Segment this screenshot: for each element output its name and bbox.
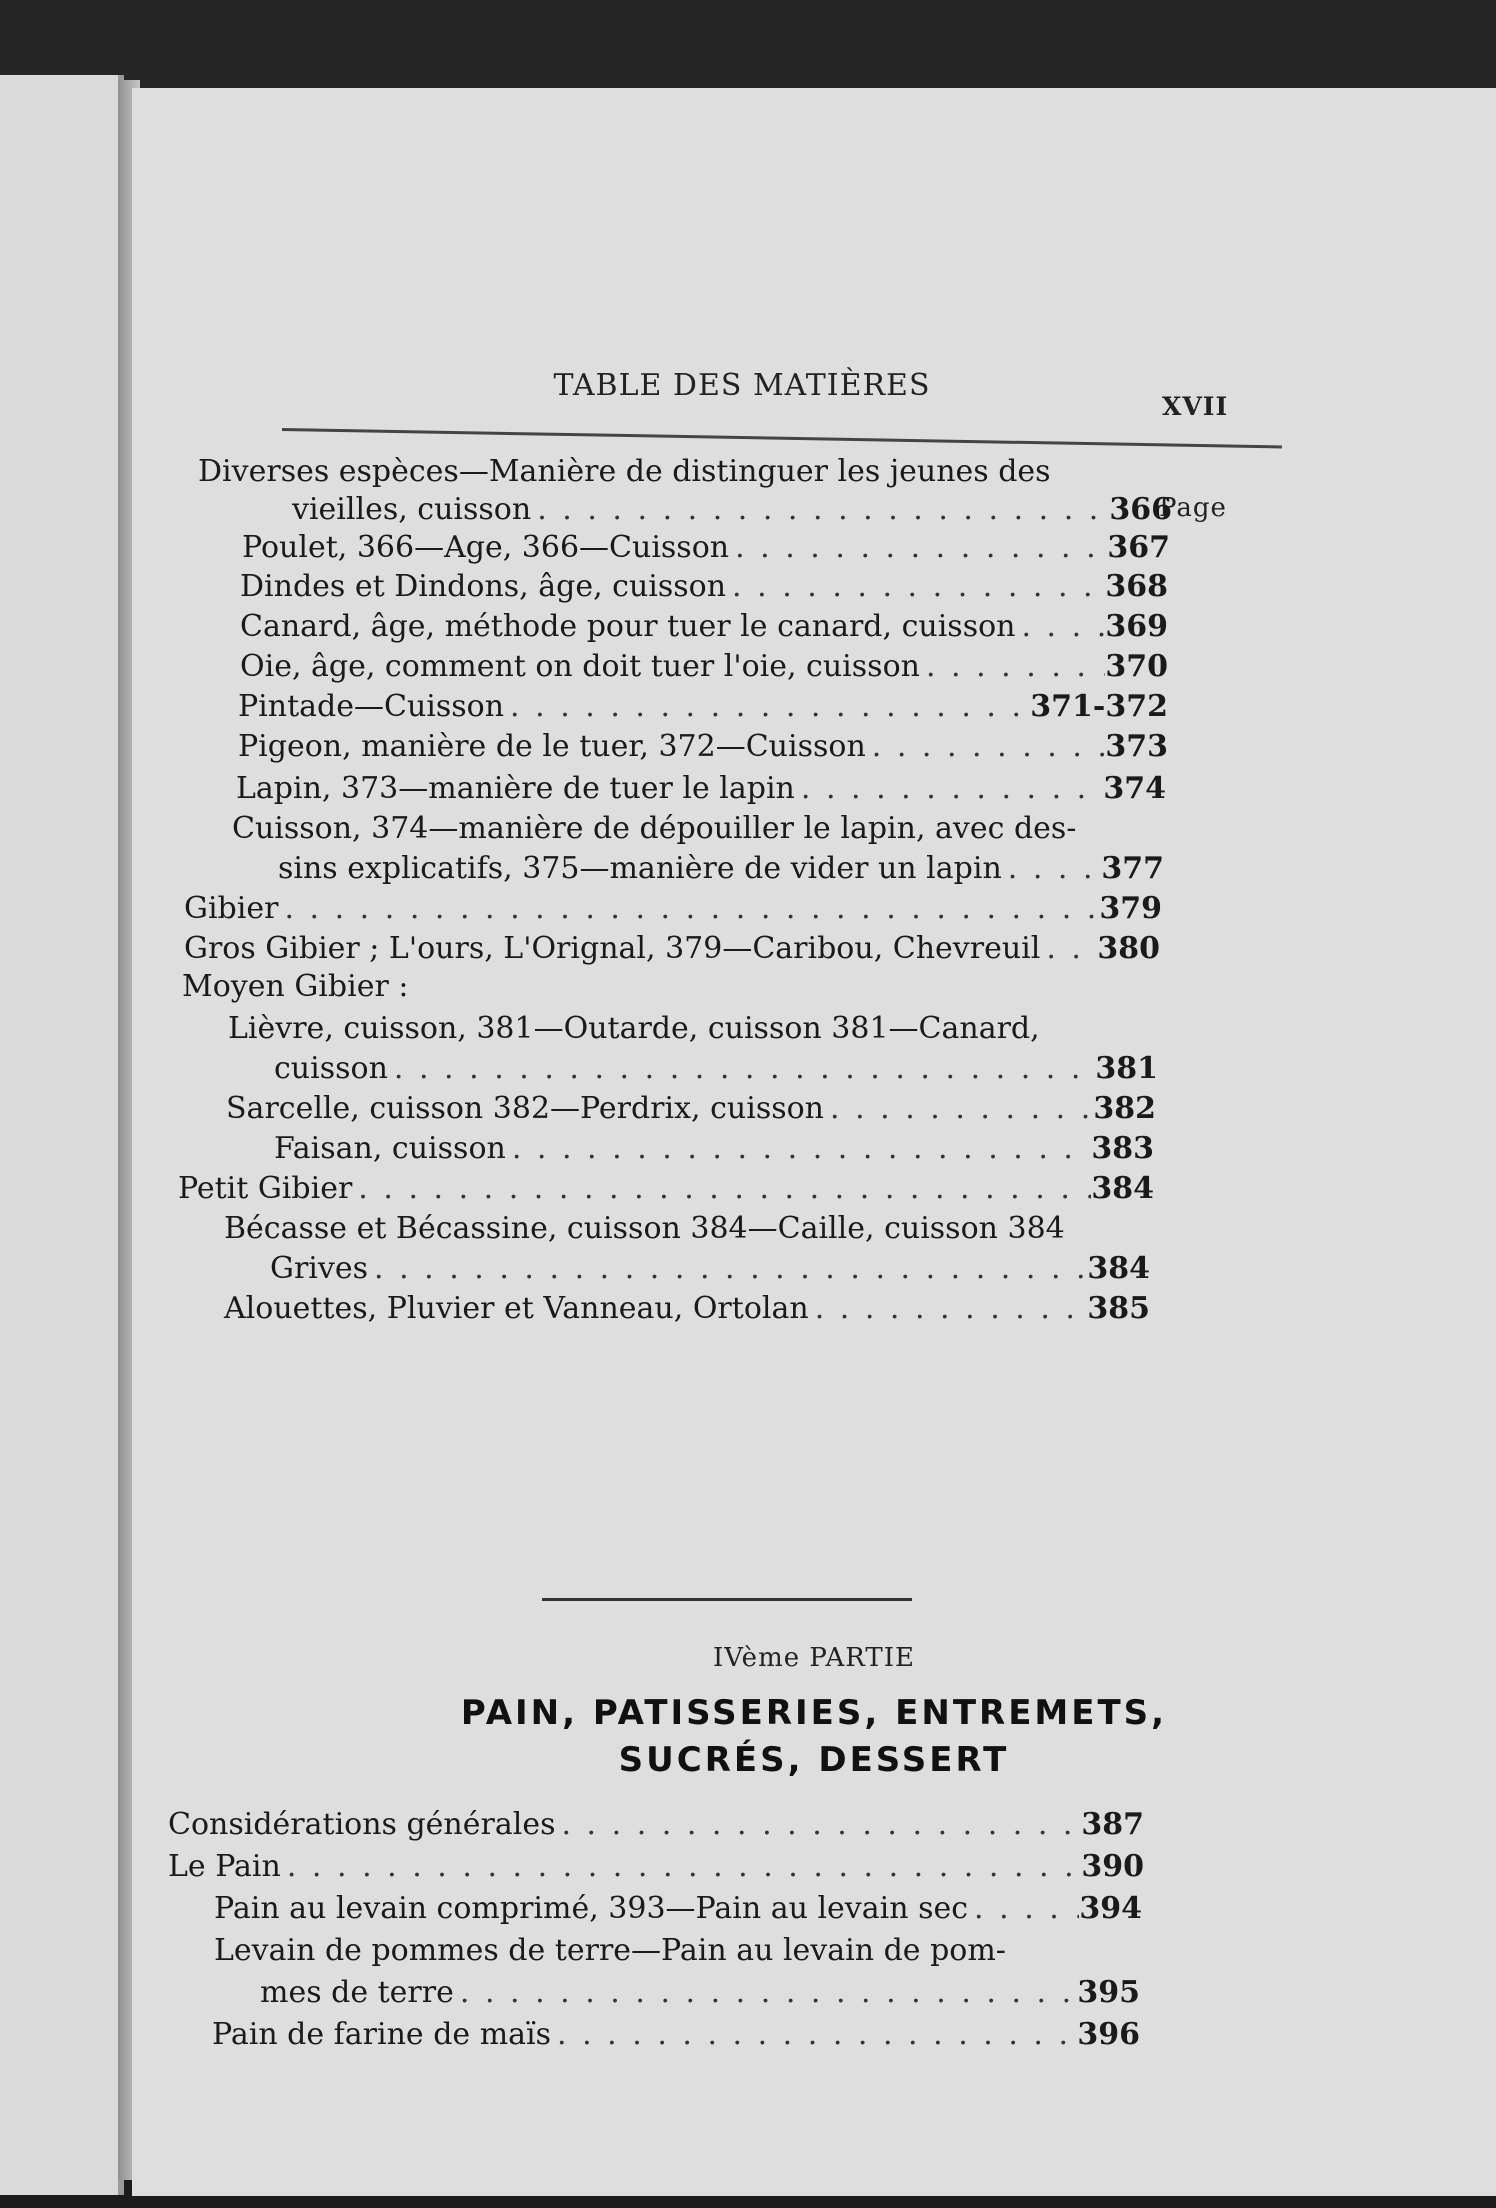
leader-dots [1015,608,1105,646]
toc-entry [240,568,1168,606]
toc-entry-text: Lapin, 373—manière de tuer le lapin [236,771,795,806]
leader-dots [454,1974,1078,2012]
toc-entry-text: Pain de farine de maïs [212,2017,552,2052]
leader-dots [726,568,1105,606]
toc-line: Cuisson, 374—manière de dépouiller le lapin, avec des- [232,811,1077,846]
leader-dots [555,1806,1081,1844]
leader-dots [352,1170,1091,1208]
toc-line: Levain de pommes de terre—Pain au levain de pom- [214,1933,1006,1968]
toc-entry [226,1090,1156,1128]
part-title-line-1: PAIN, PATISSERIES, ENTREMETS, [460,1693,1168,1733]
toc-page-number: 394 [1079,1891,1142,1926]
book-page [132,88,1496,2196]
toc-page-number: 396 [1077,2017,1140,2052]
toc-entry-text: Pain au levain comprimé, 393—Pain au levain sec [214,1891,969,1926]
part-label: IVème PARTIE [713,1643,915,1673]
leader-dots [531,491,1109,529]
leader-dots [795,770,1103,808]
toc-entry [274,1050,1158,1088]
toc-page-number: 369 [1105,609,1168,644]
header-rule [282,428,1282,448]
toc-page-number: 385 [1087,1291,1150,1326]
toc-entry-text: Gros Gibier ; L'ours, L'Orignal, 379—Caribou, Chevreuil [184,931,1041,966]
page-column-label: Page [1159,493,1227,523]
toc-entry-text: Gibier [184,891,279,926]
toc-entry [168,1806,1144,1844]
leader-dots [388,1050,1095,1088]
toc-page-number: 366 [1109,492,1172,527]
leader-dots [504,688,1030,726]
section-rule [542,1598,912,1601]
toc-entry-text: Canard, âge, méthode pour tuer le canard, cuisson [240,609,1016,644]
toc-entry-text: Pigeon, manière de le tuer, 372—Cuisson [238,729,866,764]
facing-page-edge [0,75,124,2195]
toc-entry [214,1890,1142,1928]
leader-dots [1040,930,1097,968]
toc-page-number: 381 [1095,1051,1158,1086]
toc-entry-text: Oie, âge, comment on doit tuer l'oie, cuisson [240,649,920,684]
leader-dots [920,648,1105,686]
toc-line: Moyen Gibier : [182,969,409,1004]
toc-page-number: 383 [1091,1131,1154,1166]
leader-dots [824,1090,1093,1128]
toc-page-number: 380 [1097,931,1160,966]
leader-dots [506,1130,1092,1168]
toc-entry [238,688,1168,726]
toc-page-number: 368 [1105,569,1168,604]
toc-entry [240,608,1168,646]
toc-page-number: 374 [1103,771,1166,806]
toc-page-number: 367 [1107,530,1170,565]
toc-entry [184,890,1162,928]
toc-entry [270,1250,1150,1288]
running-title: TABLE DES MATIÈRES [553,368,931,403]
toc-entry [224,1290,1150,1328]
toc-entry-text: Poulet, 366—Age, 366—Cuisson [242,530,730,565]
leader-dots [866,728,1106,766]
toc-entry-text: Le Pain [168,1849,281,1884]
toc-entry [238,728,1168,766]
toc-page-number: 379 [1099,891,1162,926]
toc-entry [240,648,1168,686]
toc-page-number: 371-372 [1030,689,1168,724]
toc-entry [236,770,1166,808]
toc-entry [260,1974,1140,2012]
leader-dots [1002,850,1102,888]
toc-entry [274,1130,1154,1168]
toc-entry-text: Grives [270,1251,368,1286]
toc-line: Diverses espèces—Manière de distinguer les jeunes des [198,454,1051,489]
toc-entry-text: Alouettes, Pluvier et Vanneau, Ortolan [224,1291,809,1326]
leader-dots [729,529,1107,567]
toc-line: Bécasse et Bécassine, cuisson 384—Caille, cuisson 384 [224,1211,1065,1246]
leader-dots [278,890,1099,928]
toc-entry-text: Sarcelle, cuisson 382—Perdrix, cuisson [226,1091,824,1126]
toc-entry [292,491,1172,529]
toc-line: Lièvre, cuisson, 381—Outarde, cuisson 381—Canard, [228,1011,1040,1046]
toc-entry-text: Pintade—Cuisson [238,689,505,724]
toc-page-number: 373 [1105,729,1168,764]
toc-entry [184,930,1160,968]
toc-page-number: 390 [1081,1849,1144,1884]
toc-entry-text: cuisson [274,1051,388,1086]
toc-entry-text: Petit Gibier [178,1171,353,1206]
leader-dots [368,1250,1087,1288]
toc-entry-text: sins explicatifs, 375—manière de vider un lapin [278,851,1002,886]
leader-dots [281,1848,1082,1886]
toc-entry-text: vieilles, cuisson [292,492,532,527]
toc-entry-text: mes de terre [260,1975,454,2010]
toc-page-number: 384 [1087,1251,1150,1286]
toc-entry [168,1848,1144,1886]
toc-page-number: 384 [1091,1171,1154,1206]
toc-entry [242,529,1170,567]
leader-dots [968,1890,1079,1928]
toc-page-number: 377 [1101,851,1164,886]
part-title-line-2: SUCRÉS, DESSERT [618,1740,1010,1780]
toc-entry-text: Considérations générales [168,1807,556,1842]
toc-entry-text: Dindes et Dindons, âge, cuisson [240,569,727,604]
toc-page-number: 382 [1093,1091,1156,1126]
toc-entry [278,850,1164,888]
toc-entry [178,1170,1154,1208]
leader-dots [551,2016,1077,2054]
toc-page-number: 370 [1105,649,1168,684]
toc-page-number: 395 [1077,1975,1140,2010]
folio-number: XVII [1162,392,1229,421]
toc-entry-text: Faisan, cuisson [274,1131,506,1166]
leader-dots [809,1290,1088,1328]
toc-page-number: 387 [1081,1807,1144,1842]
scan-top-band [0,0,1496,92]
toc-entry [212,2016,1140,2054]
